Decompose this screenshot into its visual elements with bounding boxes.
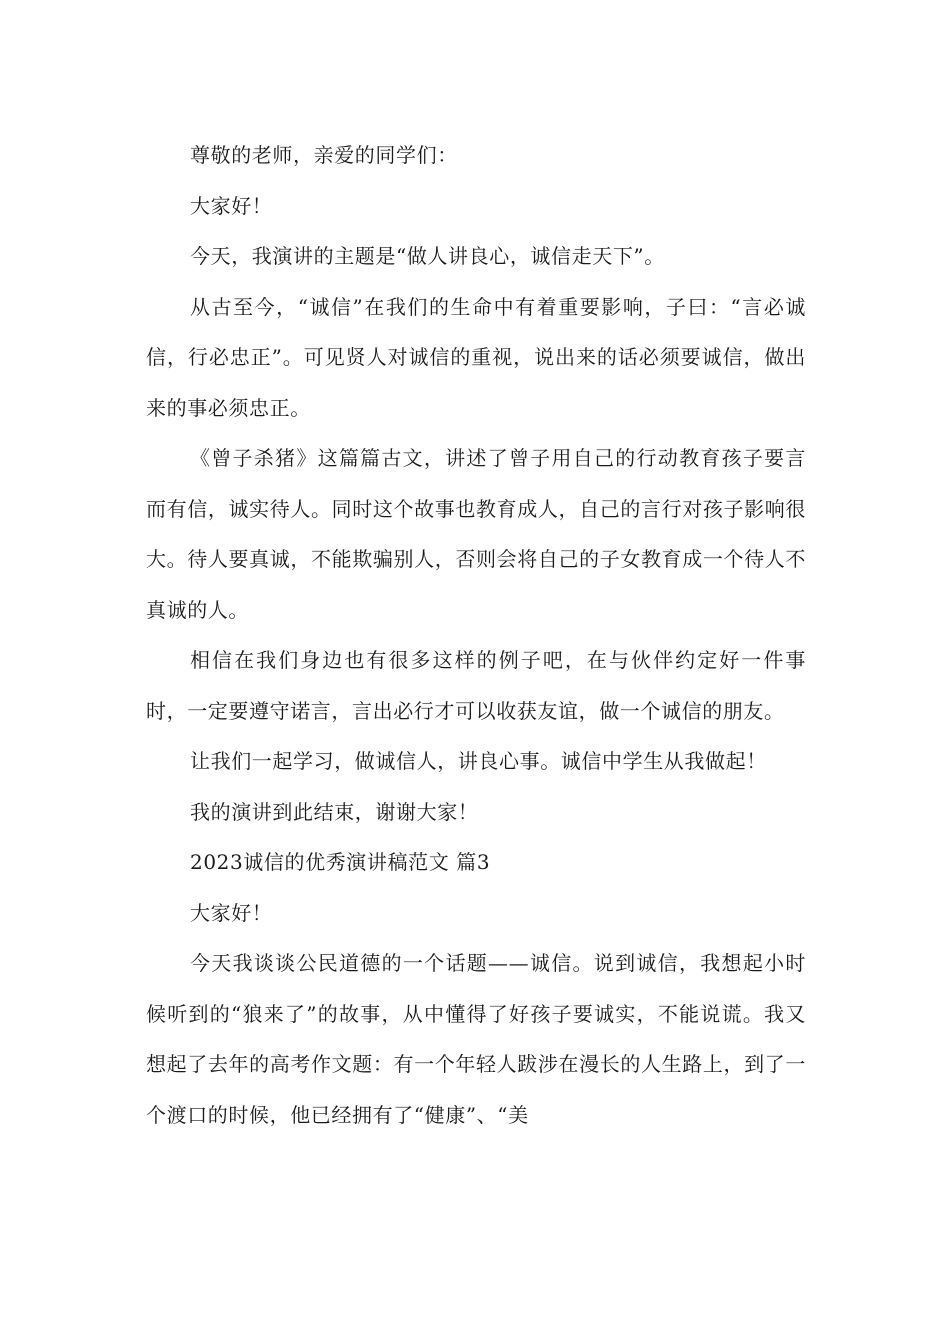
paragraph-story: 《曾子杀猪》这篇篇古文，讲述了曾子用自己的行动教育孩子要言而有信，诚实待人。同时这个故事也教育成人，自己的言行对孩子影响很大。待人要真诚，不能欺骗别人，否则会将自己的子女教育成一个待人不真诚的人。 bbox=[146, 446, 806, 622]
paragraph-topic: 今天，我演讲的主题是“做人讲良心，诚信走天下”。 bbox=[190, 244, 665, 268]
paragraph-example: 相信在我们身边也有很多这样的例子吧，在与伙伴约定好一件事时，一定要遵守诺言，言出必行才可以收获友谊，做一个诚信的朋友。 bbox=[146, 648, 806, 723]
paragraph-call-to-action: 让我们一起学习，做诚信人，讲良心事。诚信中学生从我做起！ bbox=[190, 749, 767, 773]
closing-line: 我的演讲到此结束，谢谢大家！ bbox=[190, 799, 479, 824]
greeting: 大家好！ bbox=[190, 193, 273, 218]
document-body bbox=[146, 130, 806, 1140]
section-heading: 2023诚信的优秀演讲稿范文 篇3 bbox=[190, 850, 491, 874]
greeting-2: 大家好！ bbox=[190, 900, 273, 925]
paragraph-civic-morality: 今天我谈谈公民道德的一个话题——诚信。说到诚信，我想起小时候听到的“狼来了”的故事，从中懂得了好孩子要诚实，不能说谎。我又想起了去年的高考作文题：有一个年轻人跋涉在漫长的人生路上，到了一个渡口的时候，他已经拥有了“健康”、“美 bbox=[146, 951, 806, 1127]
salutation: 尊敬的老师，亲爱的同学们： bbox=[190, 143, 458, 167]
paragraph-history: 从古至今，“诚信”在我们的生命中有着重要影响，子曰：“言必诚信，行必忠正”。可见贤人对诚信的重视，说出来的话必须要诚信，做出来的事必须忠正。 bbox=[146, 294, 806, 420]
